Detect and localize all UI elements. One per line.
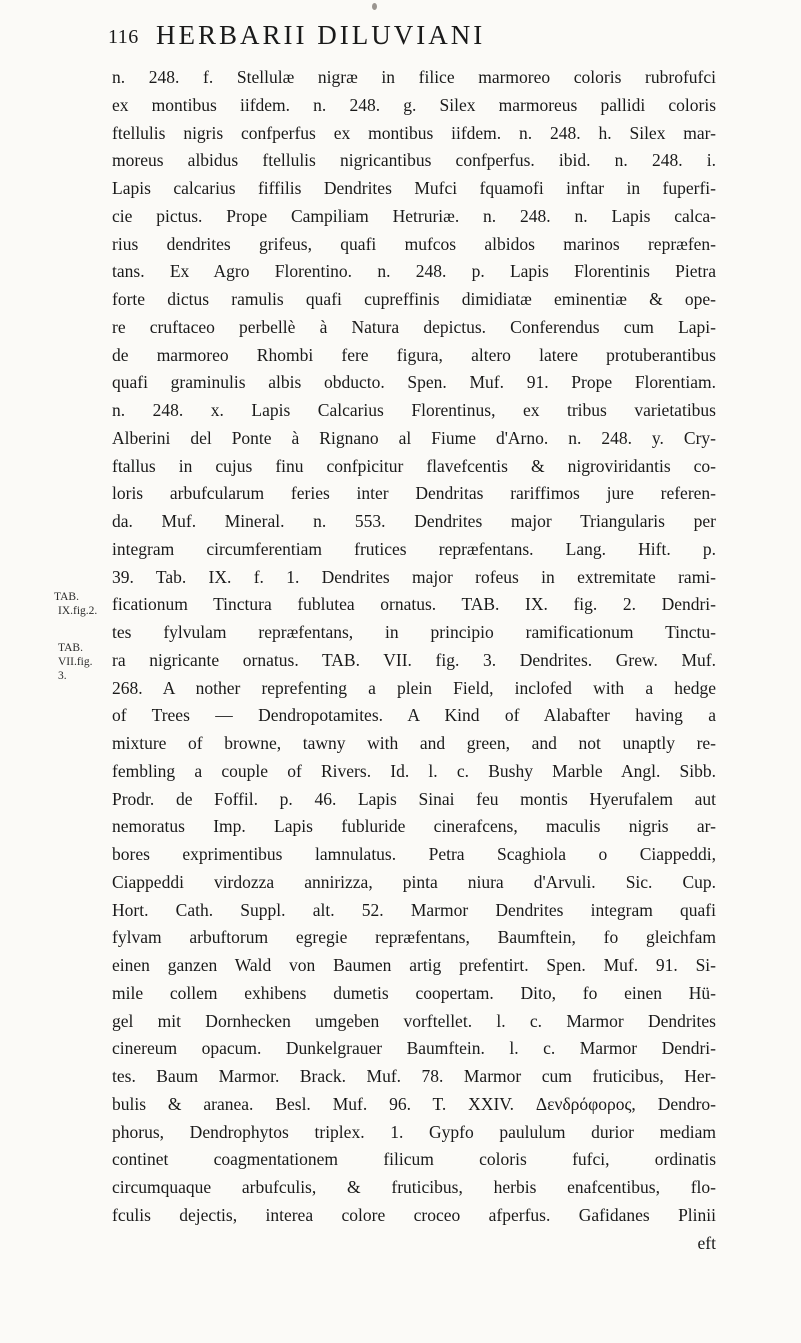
text-line: of Trees — Dendropotamites. A Kind of Alabafter having a <box>112 705 716 726</box>
text-line: eft <box>697 1232 716 1253</box>
body-text <box>112 64 716 1257</box>
text-line: 39. Tab. IX. f. 1. Dendrites major rofeus in extremitate rami- <box>112 566 716 587</box>
margin-note-tab-ix: TAB. <box>54 591 79 603</box>
text-line: Alberini del Ponte à Rignano al Fiume d'Arno. n. 248. y. Cry- <box>112 427 716 448</box>
text-line: fembling a couple of Rivers. Id. l. c. Bushy Marble Angl. Sibb. <box>112 760 716 781</box>
text-line: tes fylvulam repræfentans, in principio ramificationum Tinctu- <box>112 622 716 642</box>
text-line: mile collem exhibens dumetis coopertam. Dito, fo einen Hü- <box>112 982 716 1003</box>
text-line: gel mit Dornhecken umgeben vorftellet. l. c. Marmor Dendrites <box>112 1010 716 1031</box>
margin-note-vii-fig: VII.fig. <box>58 656 93 668</box>
text-line: re cruftaceo perbellè à Natura depictus. Conferendus cum Lapi- <box>112 316 716 337</box>
text-line: ra nigricante ornatus. TAB. VII. fig. 3. Dendrites. Grew. Muf. <box>112 649 716 670</box>
text-line: n. 248. x. Lapis Calcarius Florentinus, ex tribus varietatibus <box>112 400 716 420</box>
text-line: Hort. Cath. Suppl. alt. 52. Marmor Dendrites integram quafi <box>112 899 716 920</box>
text-line: phorus, Dendrophytos triplex. 1. Gypfo paululum durior mediam <box>112 1121 716 1142</box>
page-header <box>108 20 708 56</box>
text-line: da. Muf. Mineral. n. 553. Dendrites major Triangularis per <box>112 511 716 531</box>
text-line: ftallus in cujus finu confpicitur flavefcentis & nigroviridantis co- <box>112 455 716 476</box>
text-line: einen ganzen Wald von Baumen artig prefentirt. Spen. Muf. 91. Si- <box>112 955 716 975</box>
text-line: de marmoreo Rhombi fere figura, altero latere protuberantibus <box>112 344 716 365</box>
text-line: rius dendrites grifeus, quafi mufcos albidos marinos repræfen- <box>112 233 716 254</box>
text-line: Prodr. de Foffil. p. 46. Lapis Sinai feu montis Hyerufalem aut <box>112 788 716 809</box>
margin-note-tab-vii: TAB. <box>58 642 83 654</box>
text-line: mixture of browne, tawny with and green, and not unaptly re- <box>112 733 716 753</box>
text-line: 268. A nother reprefenting a plein Field, inclofed with a hedge <box>112 677 716 698</box>
ink-spot <box>372 3 377 10</box>
text-line: fculis dejectis, interea colore croceo afperfus. Gafidanes Plinii <box>112 1204 716 1225</box>
text-line: quafi graminulis albis obducto. Spen. Muf. 91. Prope Florentiam. <box>112 372 716 393</box>
text-line: nemoratus Imp. Lapis fubluride cinerafcens, maculis nigris ar- <box>112 816 716 837</box>
text-line: cie pictus. Prope Campiliam Hetruriæ. n. 248. n. Lapis calca- <box>112 205 716 226</box>
text-line: ficationum Tinctura fublutea ornatus. TAB. IX. fig. 2. Dendri- <box>112 594 716 615</box>
text-line: bulis & aranea. Besl. Muf. 96. T. XXIV. Δενδρόφορος, Dendro- <box>112 1093 716 1114</box>
text-line: n. 248. f. Stellulæ nigræ in filice marmoreo coloris rubrofufci <box>112 67 716 87</box>
text-line: ftellulis nigris confperfus ex montibus iifdem. n. 248. h. Silex mar- <box>112 122 716 143</box>
margin-note-fig-2: IX.fig.2. <box>58 605 98 617</box>
running-title: HERBARII DILUVIANI <box>156 20 486 50</box>
text-line: ex montibus iifdem. n. 248. g. Silex marmoreus pallidi coloris <box>112 94 716 115</box>
text-line: Ciappeddi virdozza annirizza, pinta niura d'Arvuli. Sic. Cup. <box>112 871 716 892</box>
text-line: cinereum opacum. Dunkelgrauer Baumftein. l. c. Marmor Dendri- <box>112 1038 716 1059</box>
text-line: fylvam arbuftorum egregie repræfentans, Baumftein, fo gleichfam <box>112 927 716 948</box>
text-line: circumquaque arbufculis, & fruticibus, herbis enafcentibus, flo- <box>112 1177 716 1197</box>
text-line: loris arbufcularum feries inter Dendritas rariffimos jure referen- <box>112 483 716 504</box>
text-line: Lapis calcarius fiffilis Dendrites Mufci fquamofi inftar in fuperfi- <box>112 178 716 198</box>
text-line: integram circumferentiam frutices repræfentans. Lang. Hift. p. <box>112 538 716 559</box>
text-line: bores exprimentibus lamnulatus. Petra Scaghiola o Ciappeddi, <box>112 844 716 864</box>
text-line: moreus albidus ftellulis nigricantibus confperfus. ibid. n. 248. i. <box>112 150 716 171</box>
text-line: forte dictus ramulis quafi cupreffinis dimidiatæ eminentiæ & ope- <box>112 289 716 309</box>
text-line: continet coagmentationem filicum coloris fufci, ordinatis <box>112 1149 716 1170</box>
margin-note-3: 3. <box>58 670 67 682</box>
page-number: 116 <box>108 26 139 48</box>
text-line: tans. Ex Agro Florentino. n. 248. p. Lapis Florentinis Pietra <box>112 261 716 282</box>
text-line: tes. Baum Marmor. Brack. Muf. 78. Marmor cum fruticibus, Her- <box>112 1066 716 1086</box>
